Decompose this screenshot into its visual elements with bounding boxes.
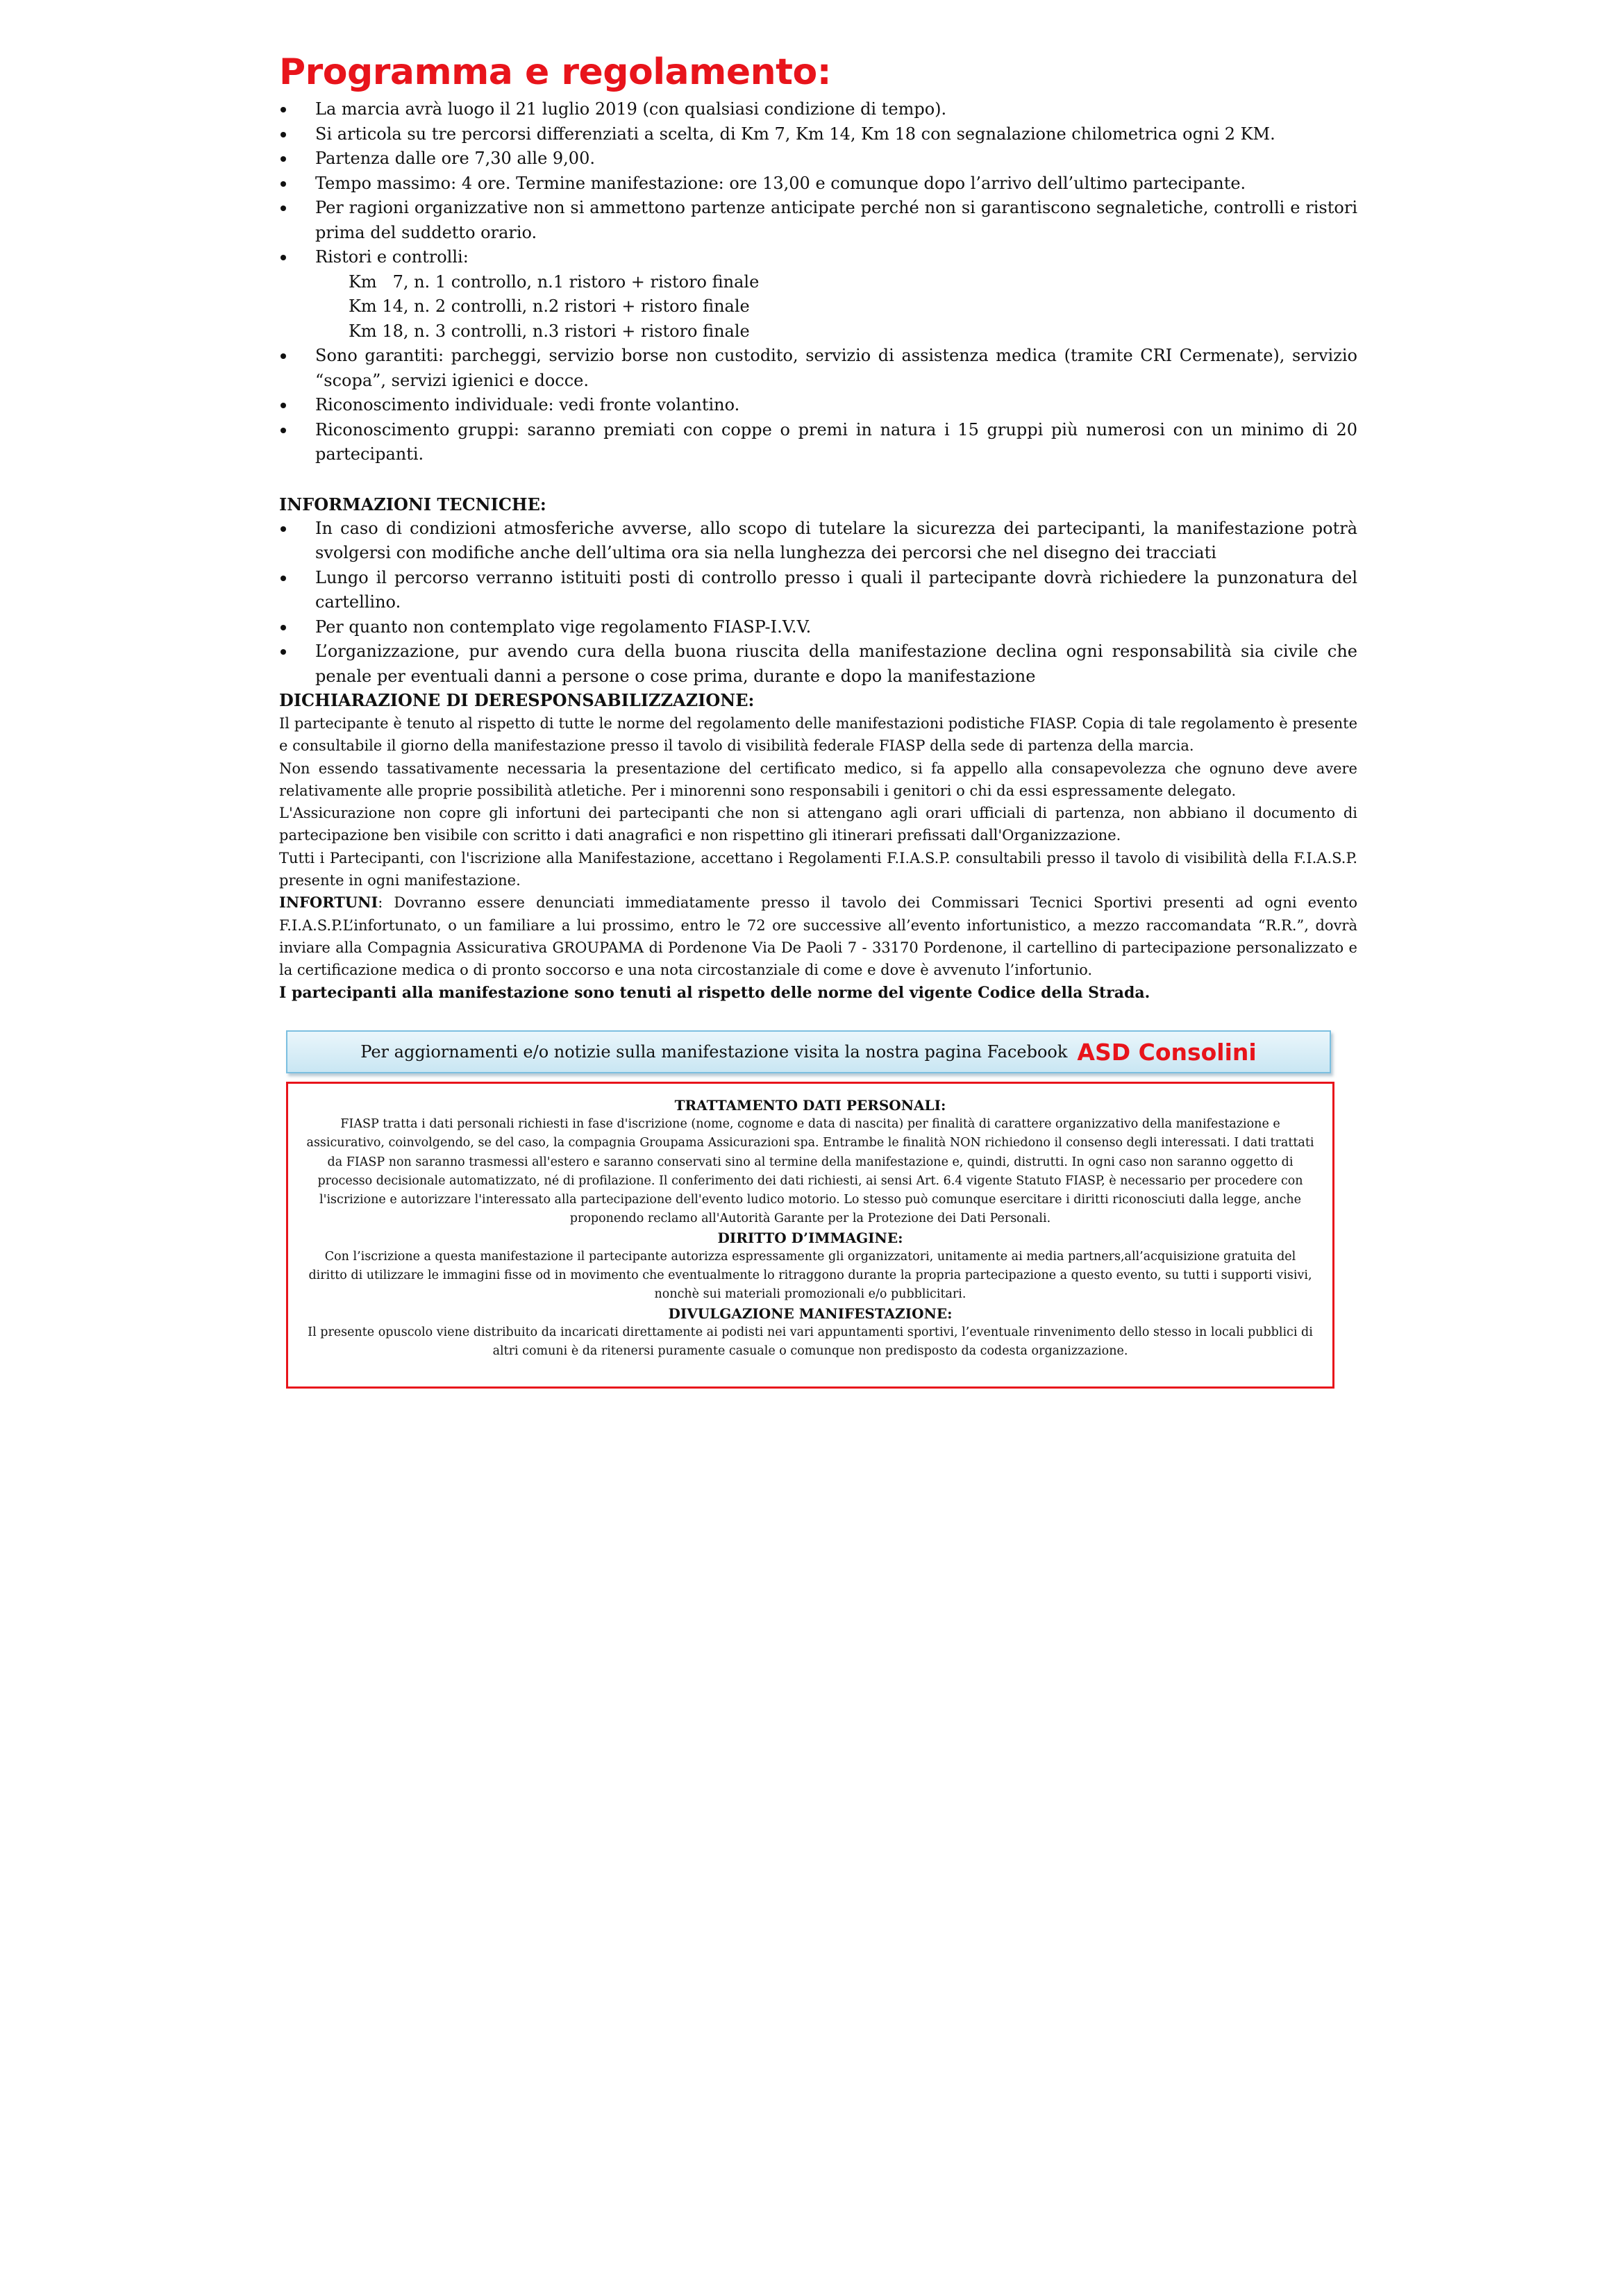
document-body bbox=[279, 49, 1357, 1004]
disclaimer-heading: DICHIARAZIONE DI DERESPONSABILIZZAZIONE: bbox=[279, 690, 755, 710]
ristori-label: Ristori e controlli: bbox=[315, 247, 469, 267]
ristori-sublist bbox=[315, 270, 1357, 344]
ristori-item: Km 7, n. 1 controllo, n.1 ristoro + ristoro finale bbox=[349, 271, 760, 292]
list-item: Sono garantiti: parcheggi, servizio borse non custodito, servizio di assistenza medica (tramite CRI Cermenate), servizio “scopa”, servizi igienici e docce. bbox=[279, 344, 1357, 393]
ristori-item: Km 14, n. 2 controlli, n.2 ristori + ristoro finale bbox=[349, 296, 750, 316]
list-item: Lungo il percorso verranno istituiti posti di controllo presso i quali il partecipante dovrà richiedere la punzonatura del cartellino. bbox=[279, 566, 1357, 615]
injury-label: INFORTUNI bbox=[279, 894, 378, 912]
list-item: In caso di condizioni atmosferiche avverse, allo scopo di tutelare la sicurezza dei partecipanti, la manifestazione potrà svolgersi con modifiche anche dell’ultima ora sia nella lunghezza dei percorsi che nel disegno dei tracciati bbox=[279, 517, 1357, 566]
page-title: Programma e regolamento: bbox=[279, 51, 831, 93]
disclaimer-paragraph: Tutti i Partecipanti, con l'iscrizione alla Manifestazione, accettano i Regolamenti F.I.A.S.P. consultabili presso il tavolo di visibilità della F.I.A.S.P. presente in ogni manifestazione. bbox=[279, 849, 1357, 889]
image-rights-heading: DIRITTO D’IMMAGINE: bbox=[717, 1229, 903, 1246]
list-item: Per quanto non contemplato vige regolamento FIASP-I.V.V. bbox=[279, 615, 1357, 640]
facebook-banner-text: Per aggiornamenti e/o notizie sulla manifestazione visita la nostra pagina Facebook bbox=[360, 1042, 1068, 1062]
disclaimer-paragraph: L'Assicurazione non copre gli infortuni dei partecipanti che non si attengano agli orari ufficiali di partenza, non abbiano il documento di partecipazione ben visibile con scritto i dati anagrafici e non rispettino gli itinerari prefissati dall'Organizzazione. bbox=[279, 805, 1357, 844]
list-item: Riconoscimento gruppi: saranno premiati con coppe o premi in natura i 15 gruppi più numerosi con un minimo di 20 partecipanti. bbox=[279, 418, 1357, 467]
ristori-item: Km 18, n. 3 controlli, n.3 ristori + ristoro finale bbox=[349, 321, 750, 341]
injury-paragraph bbox=[279, 891, 1357, 981]
road-code-notice: I partecipanti alla manifestazione sono tenuti al rispetto delle norme del vigente Codice della Strada. bbox=[279, 983, 1150, 1002]
list-item: Partenza dalle ore 7,30 alle 9,00. bbox=[279, 146, 1357, 171]
disclaimer-paragraph: Non essendo tassativamente necessaria la presentazione del certificato medico, si fa appello alla consapevolezza che ognuno deve avere relativamente alle proprie possibilità atletiche. Per i minorenni sono responsabili i genitori o chi da essi espressamente delegato. bbox=[279, 760, 1357, 799]
injury-text: : Dovranno essere denunciati immediatamente presso il tavolo dei Commissari Tecnici Sportivi presenti ad ogni evento F.I.A.S.P.L’infortunato, o un familiare a lui prossimo, entro le 72 ore successive all’evento infortunistico, a mezzo raccomandata “R.R.”, dovrà inviare alla Compagnia Assicurativa GROUPAMA di Pordenone Via De Paoli 7 - 33170 Pordenone, il cartellino di partecipazione personalizzato e la certificazione medica o di pronto soccorso e una nota circostanziale di come e dove è avvenuto l’infortunio. bbox=[279, 894, 1357, 979]
list-item: Per ragioni organizzative non si ammettono partenze anticipate perché non si garantiscono segnaletiche, controlli e ristori prima del suddetto orario. bbox=[279, 196, 1357, 245]
distribution-heading: DIVULGAZIONE MANIFESTAZIONE: bbox=[668, 1305, 953, 1322]
technical-list bbox=[279, 517, 1357, 689]
list-item-ristori bbox=[279, 245, 1357, 344]
image-rights-text: Con l’iscrizione a questa manifestazione il partecipante autorizza espressamente gli organizzatori, unitamente ai media partners,all’acquisizione gratuita del diritto di utilizzare le immagini fisse od in movimento che eventualmente lo ritraggono durante la propria partecipazione a questo evento, su tutti i supporti visivi, nonchè sui materiali promozionali e/o pubblicitari. bbox=[308, 1249, 1312, 1302]
privacy-text: FIASP tratta i dati personali richiesti in fase d'iscrizione (nome, cognome e data di nascita) per finalità di carattere organizzativo della manifestazione e assicurativo, coinvolgendo, se del caso, la compagnia Groupama Assicurazioni spa. Entrambe le finalità NON richiedono il consenso degli interessati. I dati trattati da FIASP non saranno trasmessi all'estero e saranno conservati sino al termine della manifestazione e, quindi, distrutti. In ogni caso non saranno oggetto di processo decisionale automatizzato, né di profilazione. Il conferimento dei dati richiesti, ai sensi Art. 6.4 vigente Statuto FIASP, è necessario per procedere con l'iscrizione e autorizzare l'interessato alla partecipazione dell'evento ludico motorio. Lo stesso può comunque esercitare i diritti riconosciuti dalla legge, anche proponendo reclamo all'Autorità Garante per la Protezione dei Dati Personali. bbox=[306, 1117, 1314, 1226]
list-item: L’organizzazione, pur avendo cura della buona riuscita della manifestazione declina ogni responsabilità sia civile che penale per eventuali danni a persone o cose prima, durante e dopo la manifestazione bbox=[279, 639, 1357, 689]
privacy-heading: TRATTAMENTO DATI PERSONALI: bbox=[674, 1097, 946, 1114]
list-item: Si articola su tre percorsi differenziati a scelta, di Km 7, Km 14, Km 18 con segnalazione chilometrica ogni 2 KM. bbox=[279, 122, 1357, 147]
list-item: La marcia avrà luogo il 21 luglio 2019 (con qualsiasi condizione di tempo). bbox=[279, 97, 1357, 122]
disclaimer-paragraph: Il partecipante è tenuto al rispetto di tutte le norme del regolamento delle manifestazioni podistiche FIASP. Copia di tale regolamento è presente e consultabile il giorno della manifestazione presso il tavolo di visibilità federale FIASP della sede di partenza della marcia. bbox=[279, 715, 1357, 755]
distribution-text: Il presente opuscolo viene distribuito da incaricati direttamente ai podisti nei vari appuntamenti sportivi, l’eventuale rinvenimento dello stesso in locali pubblici di altri comuni è da ritenersi puramente casuale o comunque non predisposto da codesta organizzazione. bbox=[308, 1325, 1313, 1358]
list-item: Tempo massimo: 4 ore. Termine manifestazione: ore 13,00 e comunque dopo l’arrivo dell’ultimo partecipante. bbox=[279, 171, 1357, 196]
list-item: Riconoscimento individuale: vedi fronte volantino. bbox=[279, 393, 1357, 418]
facebook-banner bbox=[286, 1030, 1331, 1073]
technical-heading: INFORMAZIONI TECNICHE: bbox=[279, 494, 546, 514]
facebook-page-name: ASD Consolini bbox=[1077, 1038, 1257, 1066]
privacy-box bbox=[286, 1082, 1334, 1389]
program-list bbox=[279, 97, 1357, 467]
